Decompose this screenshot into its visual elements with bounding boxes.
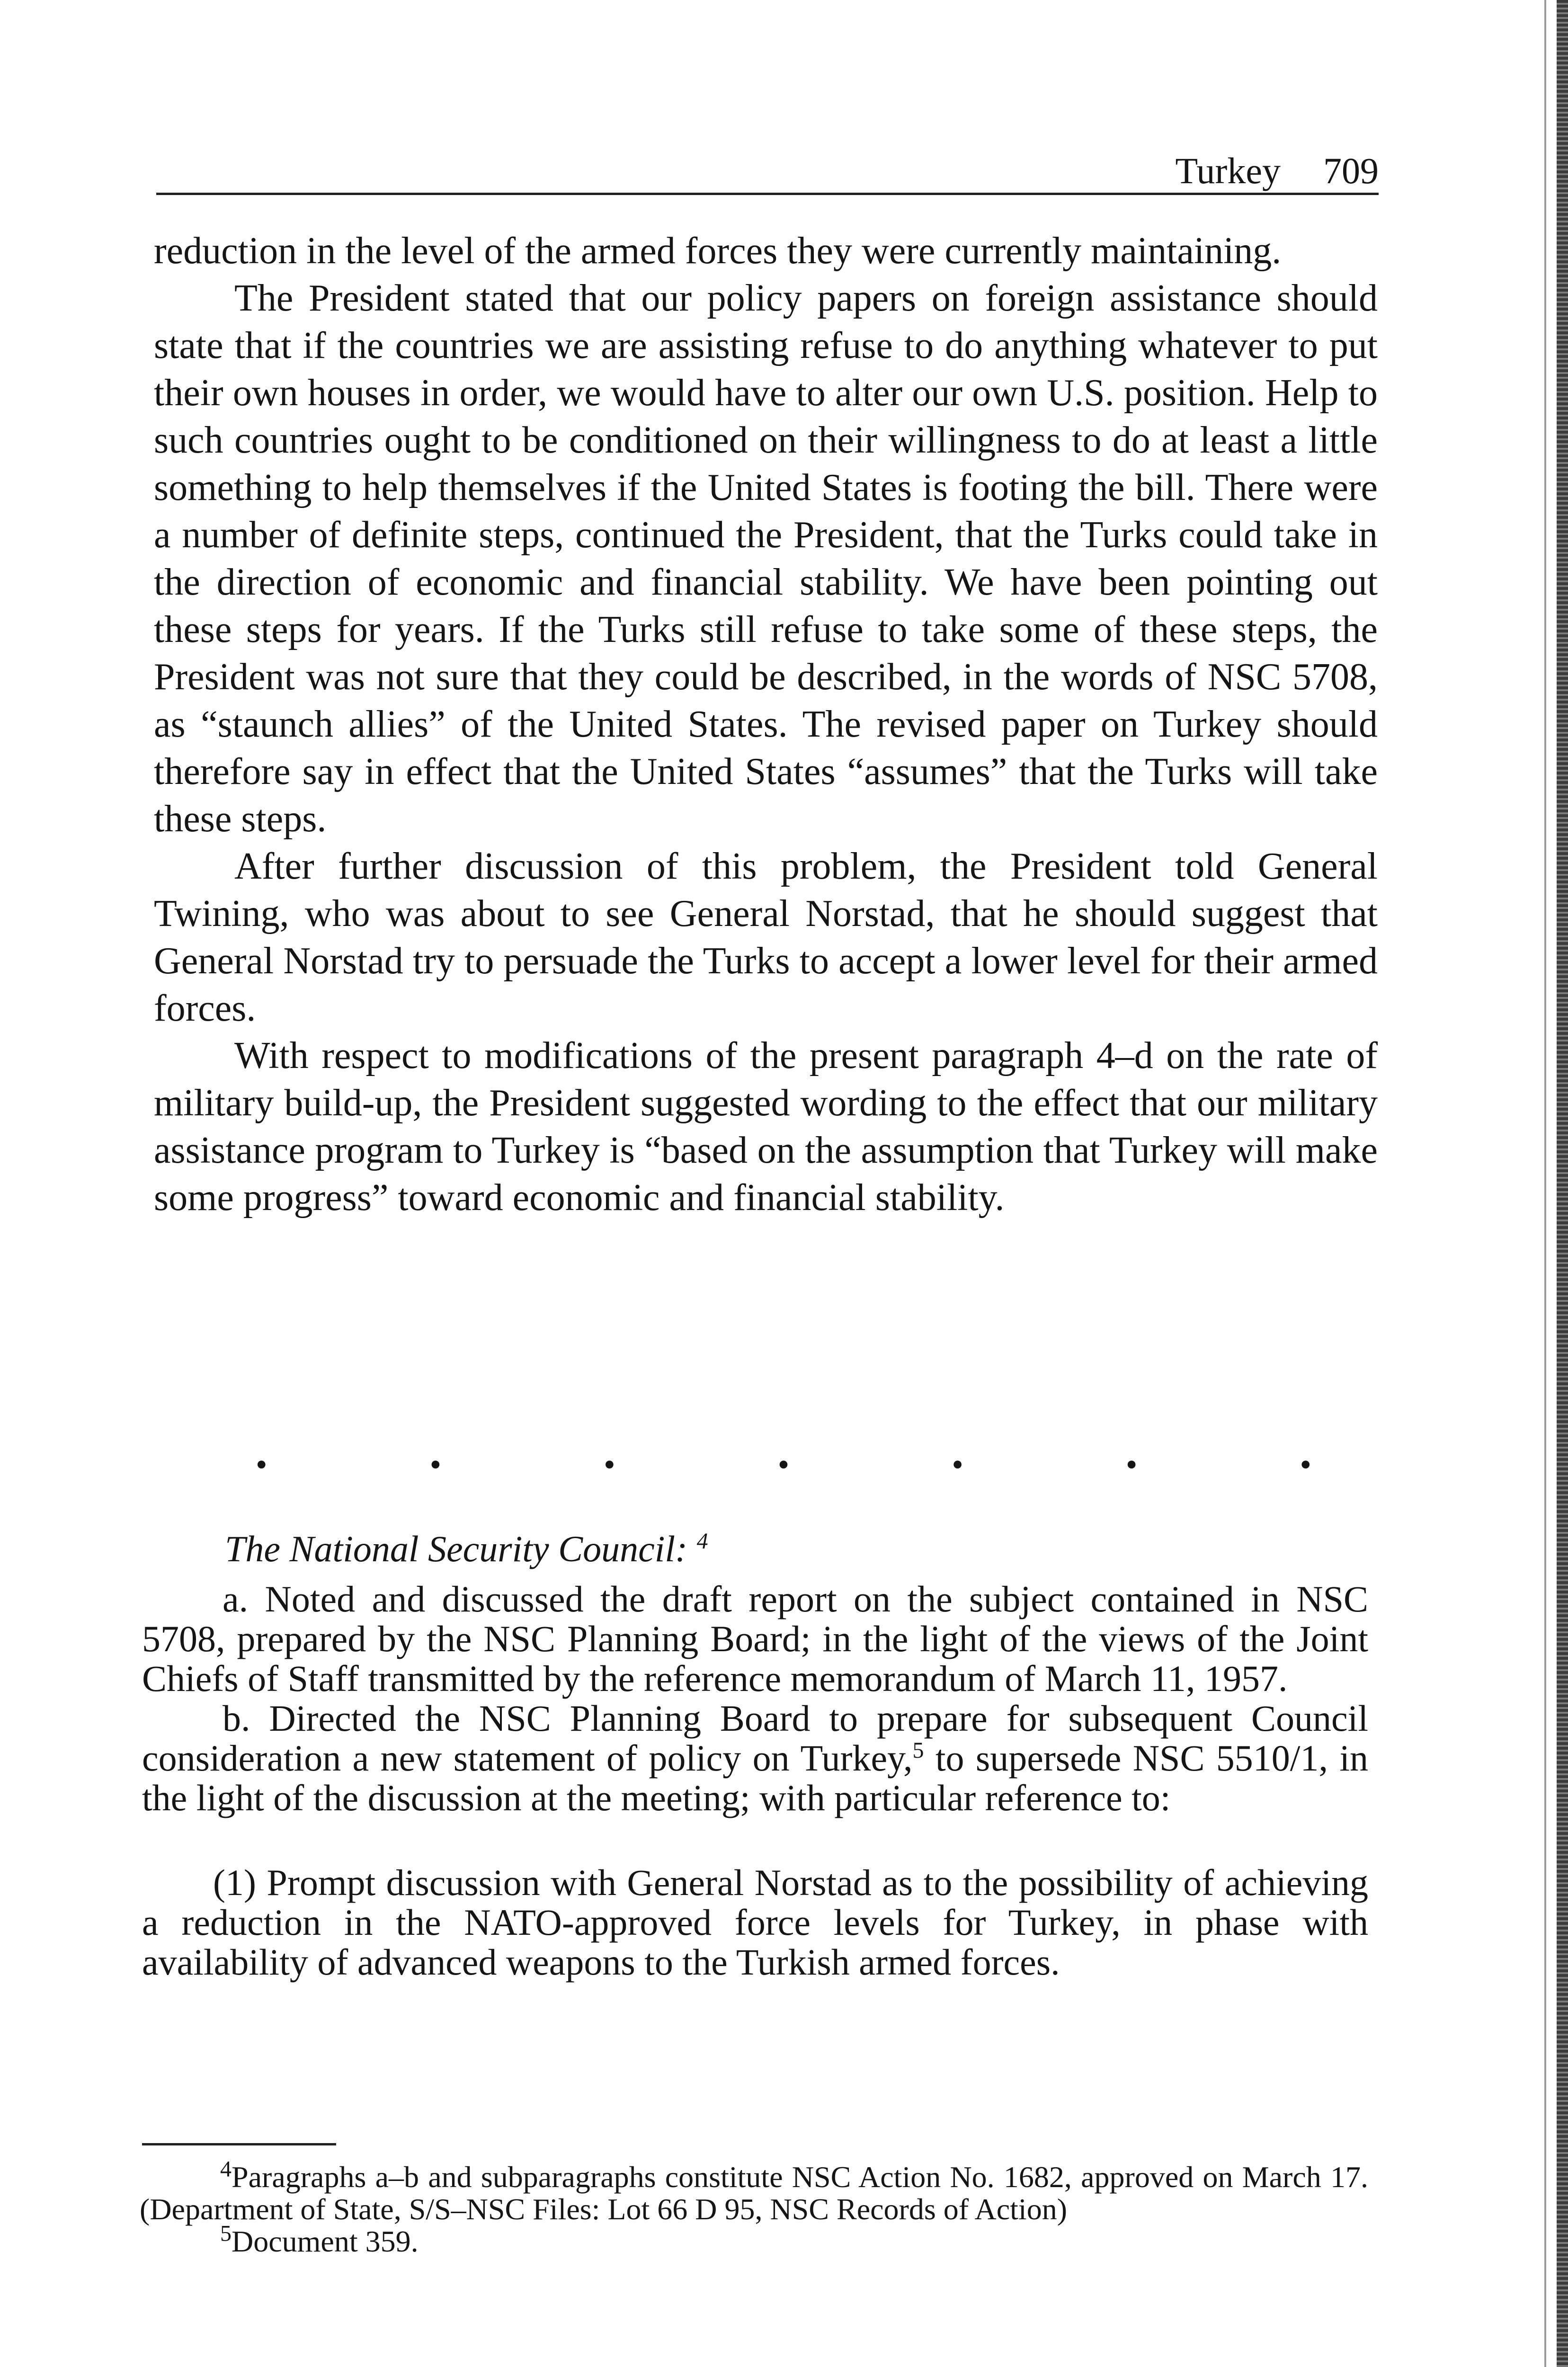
ellipsis-dot: • — [1125, 1447, 1138, 1483]
paragraph-president-statement: The President stated that our policy papers on foreign assistance should state that if the countries we are assisting refuse to do anything whatever to put their own houses in order, we would have to alter our own U.S. position. Help to such countries ought to be conditioned on their willingness to do at least a little something to help themselves if the United States is footing the bill. There were a number of definite steps, continued the President, that the Turks could take in the direction of economic and financial stability. We have been pointing out these steps for years. If the Turks still refuse to take some of these steps, the President was not sure that they could be described, in the words of NSC 5708, as “staunch allies” of the United States. The revised paper on Turkey should therefore say in effect that the United States “assumes” that the Turks will take these steps. — [154, 277, 1378, 840]
body-text — [154, 227, 1378, 1221]
nsc-item-b-part2: to supersede NSC 5510/1, in the light of the discussion at the meeting; with particular reference to: — [142, 1737, 1368, 1818]
ellipsis-dot: • — [604, 1447, 615, 1483]
footnote-ref-4: 4 — [696, 1529, 708, 1554]
page-edge-line — [1544, 0, 1546, 2367]
nsc-item-b — [142, 1699, 1368, 1818]
footnote-4 — [140, 2156, 1368, 2226]
ellipsis-dots — [256, 1446, 1311, 1484]
ellipsis-dot: • — [1300, 1447, 1311, 1483]
nsc-item-b-part1: b. Directed the NSC Planning Board to prepare for subsequent Council consideration a new statement of policy on Turkey, — [142, 1698, 1368, 1779]
ellipsis-dot: • — [777, 1447, 790, 1483]
footnote-5-mark: 5 — [220, 2221, 232, 2246]
footnote-ref-5: 5 — [912, 1738, 924, 1763]
ellipsis-dot: • — [256, 1447, 267, 1483]
footnotes — [140, 2156, 1368, 2258]
nsc-item-b1: (1) Prompt discussion with General Norstad as to the possibility of achieving a reduction in the NATO-approved force levels for Turkey, in phase with availability of advanced weapons to the Turkish armed forces. — [142, 1862, 1368, 1983]
nsc-item-a: a. Noted and discussed the draft report on the subject contained in NSC 5708, prepared by the NSC Planning Board; in the light of the views of the Joint Chiefs of Staff transmitted by the reference memorandum of March 11, 1957. — [142, 1578, 1368, 1699]
book-spine-edge — [1557, 0, 1568, 2367]
page-number: 709 — [1323, 150, 1379, 191]
footnote-4-mark: 4 — [220, 2156, 232, 2182]
footnote-divider — [142, 2143, 336, 2145]
nsc-heading-text: The National Security Council: — [225, 1528, 688, 1569]
running-header-title: Turkey — [1175, 150, 1281, 191]
running-header — [156, 149, 1379, 195]
footnote-5-text: Document 359. — [232, 2225, 419, 2258]
ellipsis-dot: • — [952, 1447, 963, 1483]
paragraph-modifications: With respect to modifications of the present paragraph 4–d on the rate of military build-up, the President suggested wording to the effect that our military assistance program to Turkey is “based on the assumption that Turkey will make some progress” toward economic and financial stability. — [154, 1035, 1378, 1219]
paragraph-continuation: reduction in the level of the armed forces they were currently maintaining. — [154, 230, 1282, 272]
footnote-5 — [140, 2221, 1368, 2258]
nsc-heading — [225, 1529, 1368, 1569]
nsc-action-section — [142, 1529, 1368, 1982]
paragraph-further-discussion: After further discussion of this problem, the President told General Twining, who was about to see General Norstad, that he should suggest that General Norstad try to persuade the Turks to accept a lower level for their armed forces. — [154, 845, 1378, 1029]
footnote-4-text: Paragraphs a–b and subparagraphs constitute NSC Action No. 1682, approved on March 17. (Department of State, S/S–NSC Files: Lot 66 D 95, NSC Records of Action) — [140, 2160, 1368, 2226]
ellipsis-dot: • — [429, 1447, 442, 1483]
